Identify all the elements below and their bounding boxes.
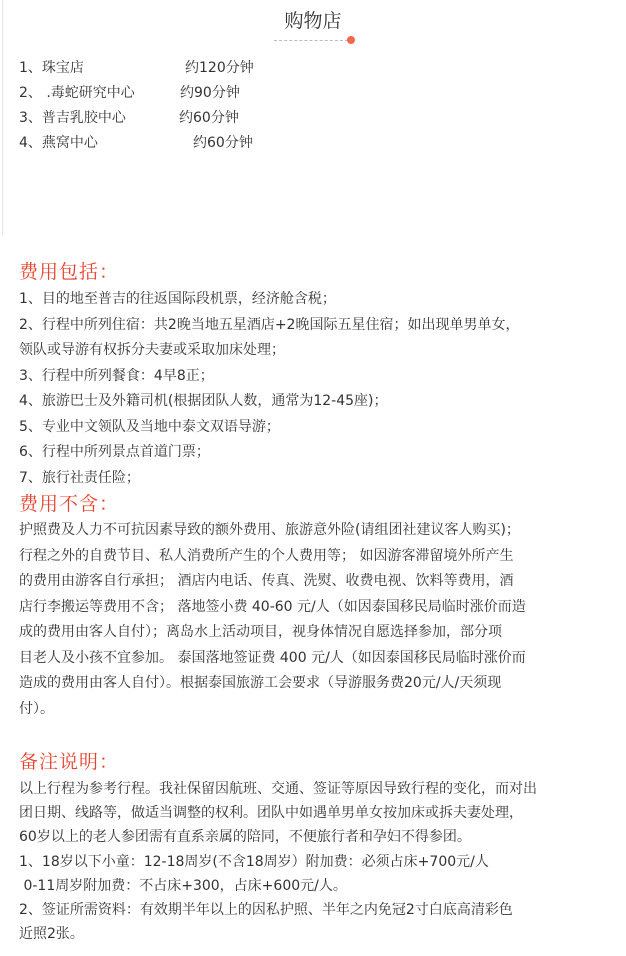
shop-list bbox=[19, 58, 439, 158]
notes-line: 1、18岁以下小童：12-18周岁(不含18周岁）附加费：必须占床+700元/人 bbox=[19, 853, 489, 870]
notes-line: 团日期、线路等，做适当调整的权利。团队中如遇单男单女按加床或拆夫妻处理， bbox=[19, 805, 523, 822]
excluded-line: 的费用由游客自行承担； 酒店内电话、传真、洗熨、收费电视、饮料等费用，酒 bbox=[19, 573, 514, 589]
excluded-line: 店行李搬运等费用不含； 落地签小费 40-60 元/人（如因泰国移民局临时涨价而造 bbox=[19, 598, 526, 615]
shop-item-duration: 约60分钟 bbox=[179, 110, 239, 126]
notes-paragraph bbox=[19, 777, 611, 946]
shop-item-name: 4、燕窝中心 bbox=[19, 135, 98, 151]
included-line: 2、行程中所列住宿：共2晚当地五星酒店+2晚国际五星住宿；如出现单男单女， bbox=[19, 316, 520, 333]
shop-item-duration: 约120分钟 bbox=[185, 60, 254, 76]
excluded-line: 行程之外的自费节目、私人消费所产生的个人费用等； 如因游客滞留境外所产生 bbox=[19, 547, 514, 564]
excluded-line: 付）。 bbox=[19, 700, 54, 717]
title-dashed-underline bbox=[274, 40, 348, 41]
included-line: 1、目的地至普吉的往返国际段机票，经济舱含税； bbox=[19, 291, 336, 307]
shop-item-duration: 约90分钟 bbox=[180, 85, 240, 101]
notes-heading: 备注说明： bbox=[19, 751, 120, 773]
shop-item bbox=[19, 83, 439, 108]
shop-item bbox=[19, 108, 439, 133]
shop-item-name: 1、珠宝店 bbox=[19, 60, 84, 76]
included-list bbox=[19, 287, 611, 491]
excluded-line: 造成的费用由客人自付）。根据泰国旅游工会要求（导游服务费20元/人/天须现 bbox=[19, 675, 502, 691]
left-border-line bbox=[2, 0, 3, 235]
excluded-line: 目老人及小孩不宜参加。 泰国落地签证费 400 元/人（如因泰国移民局临时涨价而 bbox=[19, 649, 526, 666]
shop-item-name: 2、 .毒蛇研究中心 bbox=[19, 85, 135, 101]
notes-line: 0-11周岁附加费：不占床+300，占床+600元/人。 bbox=[19, 877, 347, 894]
shop-item bbox=[19, 133, 439, 158]
included-line: 7、旅行社责任险； bbox=[19, 469, 140, 486]
excluded-line: 成的费用由客人自付）；离岛水上活动项目，视身体情况自愿选择参加，部分项 bbox=[19, 624, 502, 640]
shop-item-duration: 约60分钟 bbox=[193, 135, 253, 151]
included-line: 5、专业中文领队及当地中泰文双语导游； bbox=[19, 418, 280, 435]
notes-line: 以上行程为参考行程。我社保留因航班、交通、签证等原因导致行程的变化，而对出 bbox=[19, 781, 537, 797]
excluded-line: 护照费及人力不可抗因素导致的额外费用、旅游意外险(请组团社建议客人购买)； bbox=[19, 522, 520, 538]
excluded-paragraph bbox=[19, 518, 611, 722]
shop-item bbox=[19, 58, 439, 83]
title-accent-dot bbox=[347, 36, 355, 44]
included-line: 6、行程中所列景点首道门票； bbox=[19, 444, 210, 460]
included-line: 3、行程中所列餐食：4早8正； bbox=[19, 367, 214, 384]
included-line: 领队或导游有权拆分夫妻或采取加床处理； bbox=[19, 342, 285, 358]
included-heading: 费用包括： bbox=[19, 261, 120, 283]
notes-line: 2、签证所需资料：有效期半年以上的因私护照、半年之内免冠2寸白底高清彩色 bbox=[19, 902, 513, 919]
included-line: 4、旅游巴士及外籍司机(根据团队人数，通常为12-45座)； bbox=[19, 393, 388, 409]
shop-section-title: 购物店 bbox=[284, 10, 342, 32]
notes-line: 近照2张。 bbox=[19, 926, 84, 943]
excluded-heading: 费用不含： bbox=[19, 493, 120, 515]
notes-line: 60岁以上的老人参团需有直系亲属的陪同，不便旅行者和孕妇不得参团。 bbox=[19, 829, 471, 846]
shop-item-name: 3、普吉乳胶中心 bbox=[19, 110, 126, 126]
